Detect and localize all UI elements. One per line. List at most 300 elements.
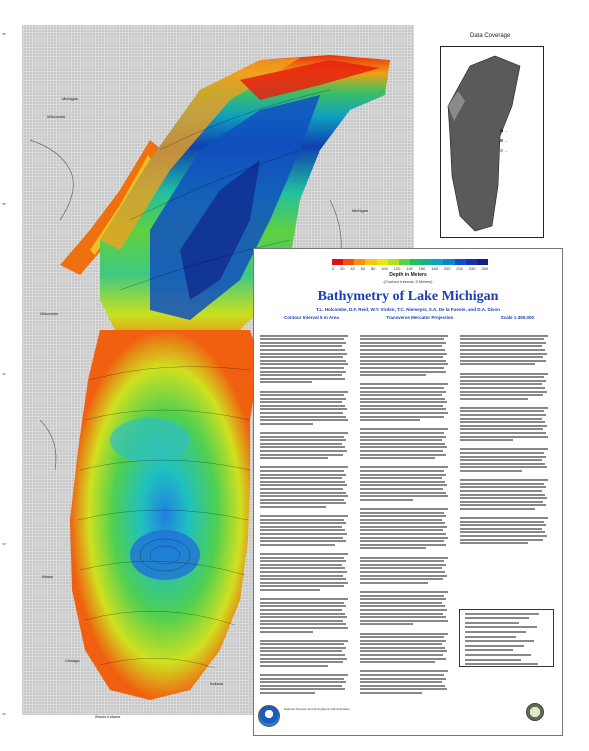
text-line [360, 564, 446, 566]
label-indiana: Indiana [210, 681, 224, 686]
legend-tick: 60 [360, 266, 366, 271]
text-line [260, 371, 346, 373]
inset-frame [440, 46, 544, 238]
text-line [360, 522, 445, 524]
text-line [260, 367, 344, 369]
text-line [460, 425, 547, 427]
text-line [360, 616, 446, 618]
text-line [260, 681, 346, 683]
text-line [360, 582, 428, 584]
text-line [465, 622, 519, 624]
text-line [360, 408, 446, 410]
text-line [460, 456, 546, 458]
legend-swatch [410, 259, 421, 265]
text-line [360, 658, 446, 660]
text-line [360, 401, 447, 403]
legend-tick: 100 [381, 266, 388, 271]
text-line [260, 408, 347, 410]
label-wisconsin-s: Wisconsin [40, 311, 59, 316]
text-line [260, 439, 346, 441]
text-line [360, 633, 448, 635]
legend-tick: 260 [481, 266, 488, 271]
text-line [360, 661, 435, 663]
text-line [260, 488, 343, 490]
text-line [360, 650, 447, 652]
text-line [460, 531, 545, 533]
svg-text:—: — [505, 140, 508, 143]
text-line [260, 631, 313, 633]
text-line [360, 432, 444, 434]
legend-swatch [377, 259, 388, 265]
text-line [360, 383, 448, 385]
text-line [460, 508, 535, 510]
text-line [360, 495, 448, 497]
text-line [260, 575, 343, 577]
text-line [260, 436, 344, 438]
text-line [360, 446, 447, 448]
text-line [260, 678, 344, 680]
footer-credit: National Oceanic and Atmospheric Administration [284, 707, 350, 711]
text-line [360, 454, 446, 456]
text-line [260, 692, 315, 694]
text-line [360, 416, 444, 418]
svg-text:—: — [505, 150, 508, 153]
text-line [465, 613, 539, 615]
label-wisconsin: Wisconsin [47, 114, 66, 119]
text-line [460, 436, 548, 438]
text-line [360, 578, 443, 580]
text-line [360, 654, 443, 656]
info-panel [253, 248, 563, 736]
legend-tick: 220 [456, 266, 463, 271]
text-line [360, 688, 447, 690]
text-line [260, 454, 343, 456]
text-line [260, 495, 348, 497]
text-line [260, 529, 345, 531]
text-line [260, 335, 348, 337]
text-line [360, 394, 442, 396]
text-line [260, 405, 345, 407]
authors: T.L. Holcombe, D.F. Reid, W.T. Virden, T.C. Niemeyer, S.A. De la Fuente, and D.A. Dixon [316, 307, 500, 312]
text-line [260, 658, 347, 660]
svg-text:45°: 45° [2, 202, 7, 206]
text-line [460, 353, 547, 355]
text-column-2 [360, 333, 452, 700]
text-line [360, 457, 435, 459]
text-line [465, 645, 524, 647]
text-line [360, 345, 442, 347]
text-line [260, 356, 343, 358]
text-line [465, 663, 538, 665]
text-line [260, 571, 347, 573]
meta-scale: Scale 1:350,000 [500, 315, 534, 320]
label-illinois: Illinois [42, 574, 54, 579]
text-line [360, 419, 420, 421]
text-line [460, 483, 544, 485]
text-line [460, 394, 543, 396]
text-line [360, 575, 447, 577]
text-line [460, 528, 542, 530]
text-line [260, 674, 348, 676]
text-line [360, 356, 443, 358]
text-line [360, 470, 444, 472]
map-meta [284, 315, 534, 320]
text-line [260, 492, 346, 494]
label-illinois-indiana: Illinois Indiana [95, 714, 121, 719]
text-line [260, 466, 348, 468]
text-line [460, 421, 545, 423]
text-line [465, 640, 534, 642]
text-column-1 [260, 333, 352, 700]
legend-tick: 240 [468, 266, 476, 271]
text-line [460, 428, 543, 430]
text-line [260, 540, 346, 542]
svg-text:46°: 46° [2, 32, 7, 36]
text-line [260, 401, 342, 403]
text-line [460, 432, 546, 434]
text-line [260, 499, 344, 501]
text-line [260, 526, 342, 528]
text-line [260, 378, 345, 380]
text-line [260, 446, 345, 448]
text-line [260, 360, 346, 362]
text-line [460, 338, 544, 340]
text-line [260, 598, 348, 600]
text-line [360, 643, 442, 645]
text-line [260, 544, 335, 546]
legend-tick: 0 [332, 266, 335, 271]
text-line [465, 626, 537, 628]
text-line [260, 605, 346, 607]
text-line [360, 363, 448, 365]
text-line [260, 589, 320, 591]
legend-swatch [443, 259, 454, 265]
inset-title: Data Coverage [470, 33, 511, 39]
text-line [360, 595, 444, 597]
text-line [360, 567, 442, 569]
text-line [460, 363, 535, 365]
text-line [465, 654, 531, 656]
text-line [360, 557, 448, 559]
text-line [465, 617, 529, 619]
text-line [360, 591, 448, 593]
text-line [360, 560, 444, 562]
text-line [360, 360, 446, 362]
text-line [260, 688, 345, 690]
legend-tick: 120 [393, 266, 401, 271]
text-line [360, 529, 443, 531]
text-line [260, 560, 346, 562]
text-line [360, 613, 443, 615]
text-line [460, 539, 543, 541]
text-line [460, 439, 513, 441]
text-line [360, 474, 446, 476]
text-line [360, 367, 444, 369]
text-line [260, 609, 342, 611]
text-line [360, 547, 426, 549]
text-line [360, 640, 446, 642]
text-line [260, 616, 347, 618]
text-line [360, 605, 445, 607]
text-line [260, 567, 345, 569]
text-line [460, 360, 546, 362]
text-line [260, 432, 348, 434]
text-line [260, 412, 343, 414]
text-line [260, 533, 347, 535]
text-line [260, 342, 346, 344]
text-line [260, 654, 345, 656]
text-line [260, 470, 344, 472]
text-line [460, 479, 548, 481]
depth-ticks [332, 266, 488, 271]
legend-tick: 180 [431, 266, 438, 271]
text-line [260, 585, 344, 587]
text-line [260, 537, 343, 539]
legend-tick: 200 [443, 266, 451, 271]
text-line [360, 450, 443, 452]
text-line [465, 636, 516, 638]
text-line [460, 524, 546, 526]
legend-swatch [399, 259, 410, 265]
text-line [460, 497, 547, 499]
legend-tick: 20 [340, 266, 345, 271]
text-line [360, 338, 444, 340]
text-line [360, 353, 447, 355]
text-line [360, 533, 446, 535]
text-line [460, 463, 545, 465]
text-line [460, 349, 545, 351]
text-line [360, 412, 448, 414]
text-line [360, 620, 448, 622]
text-line [460, 470, 522, 472]
text-line [360, 571, 445, 573]
text-line [260, 685, 342, 687]
text-line [460, 335, 548, 337]
text-line [260, 391, 348, 393]
legend-tick: 80 [370, 266, 376, 271]
text-line [360, 492, 446, 494]
text-line [360, 609, 447, 611]
text-line [460, 521, 544, 523]
legend-swatch [332, 259, 343, 265]
text-line [360, 537, 448, 539]
text-line [360, 398, 445, 400]
svg-text:—: — [505, 130, 508, 133]
text-line [360, 544, 446, 546]
text-line [360, 484, 447, 486]
text-line [460, 418, 542, 420]
text-line [460, 501, 543, 503]
text-line [360, 526, 447, 528]
legend-tick: 40 [350, 266, 355, 271]
text-line [360, 681, 442, 683]
text-line [360, 602, 442, 604]
text-line [260, 416, 346, 418]
text-line [360, 692, 422, 694]
text-line [360, 477, 442, 479]
text-line [360, 623, 413, 625]
text-line [460, 376, 544, 378]
text-line [360, 636, 444, 638]
legend-swatch [466, 259, 477, 265]
text-line [360, 335, 448, 337]
text-line [260, 602, 344, 604]
text-line [260, 515, 348, 517]
text-line [260, 627, 348, 629]
label-michigan-e: Michigan [352, 208, 369, 213]
text-line [460, 452, 544, 454]
text-line [260, 650, 342, 652]
text-line [460, 459, 542, 461]
text-line [460, 342, 546, 344]
meta-projection: Transverse Mercator Projection [386, 315, 454, 320]
text-line [260, 643, 344, 645]
text-line [360, 515, 446, 517]
text-line [460, 535, 547, 537]
svg-text:42°: 42° [2, 712, 7, 716]
legend-title: Depth in Meters [389, 272, 427, 278]
text-line [460, 380, 546, 382]
legend-tick: 160 [418, 266, 426, 271]
text-line [360, 519, 442, 521]
text-column-3 [460, 333, 552, 550]
text-line [465, 649, 513, 651]
legend-subtitle: (Contour Interval: 5 Meters) [383, 279, 433, 284]
text-line [360, 674, 444, 676]
text-line [460, 373, 548, 375]
depth-color-bar [332, 259, 488, 265]
label-chicago: Chicago [65, 658, 80, 663]
text-line [360, 685, 445, 687]
text-line [260, 623, 346, 625]
department-seal [526, 703, 544, 721]
legend-swatch [432, 259, 443, 265]
text-line [260, 353, 347, 355]
text-line [360, 443, 445, 445]
text-line [460, 448, 548, 450]
text-line [460, 383, 542, 385]
text-line [460, 504, 546, 506]
text-line [260, 661, 343, 663]
text-line [360, 540, 444, 542]
legend-tick: 140 [406, 266, 413, 271]
text-line [260, 443, 342, 445]
map-title: Bathymetry of Lake Michigan [317, 289, 499, 304]
text-line [260, 502, 346, 504]
text-line [260, 620, 343, 622]
text-line [460, 517, 548, 519]
text-line [360, 391, 446, 393]
text-line [260, 450, 347, 452]
text-line [260, 640, 348, 642]
svg-text:43°: 43° [2, 542, 7, 546]
legend-swatch [343, 259, 354, 265]
text-line [360, 670, 448, 672]
text-line [360, 387, 444, 389]
text-line [360, 371, 446, 373]
text-line [360, 405, 443, 407]
text-line [460, 414, 546, 416]
text-line [260, 345, 342, 347]
text-line [360, 428, 448, 430]
text-line [460, 398, 528, 400]
text-line [260, 349, 345, 351]
text-line [260, 474, 346, 476]
legend-swatch [455, 259, 466, 265]
text-line [360, 598, 446, 600]
text-line [260, 665, 328, 667]
label-michigan-nw: Michigan [62, 96, 79, 101]
meta-contour: Contour Interval 5 m Area [284, 315, 339, 320]
text-line [460, 410, 544, 412]
text-line [360, 508, 448, 510]
text-line [260, 613, 345, 615]
text-line [360, 436, 446, 438]
text-line [260, 338, 344, 340]
text-line [360, 481, 445, 483]
text-line [360, 439, 442, 441]
text-line [260, 477, 342, 479]
text-line [260, 394, 344, 396]
text-line [260, 578, 346, 580]
legend-swatch [421, 259, 432, 265]
text-line [460, 494, 545, 496]
text-line [260, 374, 342, 376]
text-line [260, 557, 344, 559]
text-line [460, 356, 543, 358]
text-line [260, 564, 342, 566]
text-line [460, 345, 542, 347]
text-line [260, 481, 345, 483]
text-line [260, 522, 346, 524]
text-line [260, 647, 346, 649]
noaa-logo [258, 705, 280, 727]
text-line [460, 466, 547, 468]
text-line [360, 488, 443, 490]
text-line [260, 506, 326, 508]
text-line [460, 391, 547, 393]
text-line [465, 631, 526, 633]
text-line [260, 423, 313, 425]
text-line [460, 490, 542, 492]
legend-swatch [477, 259, 488, 265]
text-line [260, 519, 344, 521]
text-line [360, 349, 445, 351]
svg-text:44°: 44° [2, 372, 7, 376]
legend-swatch [388, 259, 399, 265]
text-line [260, 363, 348, 365]
text-line [260, 381, 312, 383]
text-line [360, 342, 446, 344]
text-line [460, 486, 546, 488]
text-line [460, 542, 528, 544]
text-line [360, 499, 413, 501]
text-line [360, 678, 446, 680]
text-line [460, 407, 548, 409]
text-line [260, 484, 347, 486]
text-line [360, 374, 426, 376]
text-line [360, 512, 444, 514]
text-line [260, 398, 346, 400]
text-line [360, 647, 445, 649]
text-line [460, 387, 545, 389]
legend-swatch [365, 259, 376, 265]
text-line [360, 466, 448, 468]
references-box [459, 609, 554, 667]
text-line [260, 457, 328, 459]
text-line [465, 659, 521, 661]
legend-swatch [354, 259, 365, 265]
